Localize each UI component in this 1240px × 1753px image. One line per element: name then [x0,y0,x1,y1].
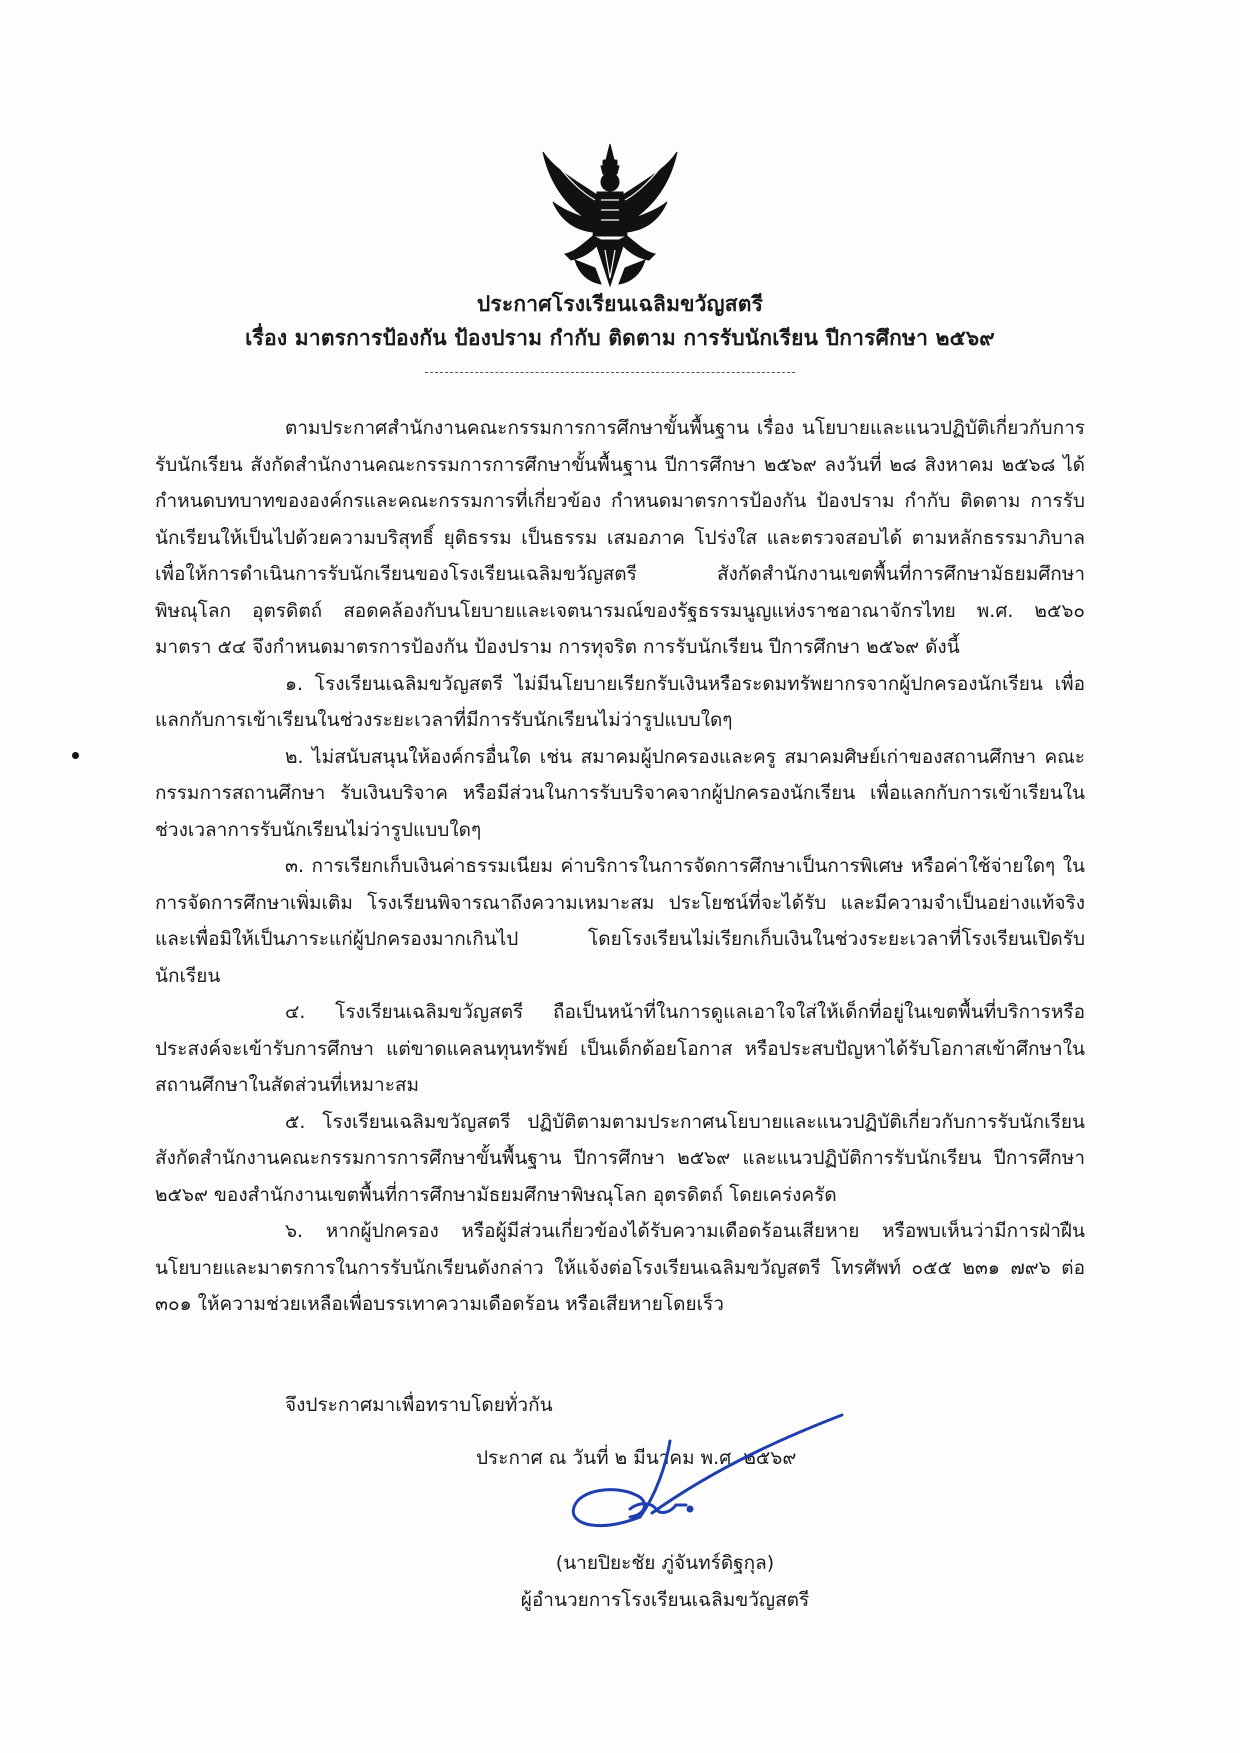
title-divider [425,372,795,373]
announcement-subject: เรื่อง มาตรการป้องกัน ป้องปราม กำกับ ติดตาม การรับนักเรียน ปีการศึกษา ๒๕๖๙ [245,326,995,350]
measure-item-4: ๔. โรงเรียนเฉลิมขวัญสตรี ถือเป็นหน้าที่ในการดูแลเอาใจใส่ให้เด็กที่อยู่ในเขตพื้นที่บริการหรือประสงค์จะเข้ารับการศึกษา แต่ขาดแคลนทุนทรัพย์ เป็นเด็กด้อยโอกาส หรือประสบปัญหาได้รับโอกาสเข้าศึกษาในสถานศึกษาในสัดส่วนที่เหมาะสม [155,1001,1085,1096]
signer-name: (นายปิยะชัย ภู่จันทร์ดิฐกุล) [555,1552,775,1574]
handwritten-signature [560,1405,860,1555]
announcement-body [155,410,1085,1323]
garuda-emblem-icon [535,140,685,290]
measure-item-1: ๑. โรงเรียนเฉลิมขวัญสตรี ไม่มีนโยบายเรียกรับเงินหรือระดมทรัพยากรจากผู้ปกครองนักเรียน เพื่อแลกกับการเข้าเรียนในช่วงระยะเวลาที่มีการรับนักเรียนไม่ว่ารูปแบบใดๆ [155,672,1085,731]
announcement-date: ประกาศ ณ วันที่ ๒ มีนาคม พ.ศ. ๒๕๖๙ [476,1447,797,1469]
measure-item-6: ๖. หากผู้ปกครอง หรือผู้มีส่วนเกี่ยวข้องได้รับความเดือดร้อนเสียหาย หรือพบเห็นว่ามีการฝ่าฝืน นโยบายและมาตรการในการรับนักเรียนดังกล่าว ให้แจ้งต่อโรงเรียนเฉลิมขวัญสตรี โทรศัพท์ ๐๕๕ ๒๓๑ ๗๙๖ ต่อ ๓๐๑ ให้ความช่วยเหลือเพื่อบรรเทาความเดือดร้อน หรือเสียหายโดยเร็ว [155,1220,1085,1315]
closing-statement: จึงประกาศมาเพื่อทราบโดยทั่วกัน [285,1394,553,1416]
measure-item-2: ๒. ไม่สนับสนุนให้องค์กรอื่นใด เช่น สมาคมผู้ปกครองและครู สมาคมศิษย์เก่าของสถานศึกษา คณะกรรมการสถานศึกษา รับเงินบริจาค หรือมีส่วนในการรับบริจาคจากผู้ปกครองนักเรียน เพื่อแลกกับการเข้าเรียนในช่วงเวลาการรับนักเรียนไม่ว่ารูปแบบใดๆ [155,745,1085,841]
measure-item-5: ๕. โรงเรียนเฉลิมขวัญสตรี ปฏิบัติตามตามประกาศนโยบายและแนวปฏิบัติเกี่ยวกับการรับนักเรียนสังกัดสำนักงานคณะกรรมการการศึกษาขั้นพื้นฐาน ปีการศึกษา ๒๕๖๙ และแนวปฏิบัติการรับนักเรียน ปีการศึกษา ๒๕๖๙ ของสำนักงานเขตพื้นที่การศึกษามัธยมศึกษาพิษณุโลก อุตรดิตถ์ โดยเคร่งครัด [155,1110,1085,1206]
measure-item-3: ๓. การเรียกเก็บเงินค่าธรรมเนียม ค่าบริการในการจัดการศึกษาเป็นการพิเศษ หรือค่าใช้จ่ายใดๆ ในการจัดการศึกษาเพิ่มเติม โรงเรียนพิจารณาถึงความเหมาะสม ประโยชน์ที่จะได้รับ และมีความจำเป็นอย่างแท้จริง และเพื่อมิให้เป็นภาระแก่ผู้ปกครองมากเกินไป โดยโรงเรียนไม่เรียกเก็บเงินในช่วงระยะเวลาที่โรงเรียนเปิดรับนักเรียน [155,855,1085,987]
intro-paragraph: ตามประกาศสำนักงานคณะกรรมการการศึกษาขั้นพื้นฐาน เรื่อง นโยบายและแนวปฏิบัติเกี่ยวกับการรับนักเรียน สังกัดสำนักงานคณะกรรมการการศึกษาขั้นพื้นฐาน ปีการศึกษา ๒๕๖๙ ลงวันที่ ๒๘ สิงหาคม ๒๕๖๘ ได้กำหนดบทบาทขององค์กรและคณะกรรมการที่เกี่ยวข้อง กำหนดมาตรการป้องกัน ป้องปราม กำกับ ติดตาม การรับนักเรียนให้เป็นไปด้วยความบริสุทธิ์ ยุติธรรม เป็นธรรม เสมอภาค โปร่งใส และตรวจสอบได้ ตามหลักธรรมาภิบาล เพื่อให้การดำเนินการรับนักเรียนของโรงเรียนเฉลิมขวัญสตรี สังกัดสำนักงานเขตพื้นที่การศึกษามัธยมศึกษาพิษณุโลก อุตรดิตถ์ สอดคล้องกับนโยบายและเจตนารมณ์ของรัฐธรรมนูญแห่งราชอาณาจักรไทย พ.ศ. ๒๕๖๐ มาตรา ๕๔ จึงกำหนดมาตรการป้องกัน ป้องปราม การทุจริต การรับนักเรียน ปีการศึกษา ๒๕๖๙ ดังนี้ [155,417,1085,658]
margin-mark [72,752,79,759]
signer-position: ผู้อำนวยการโรงเรียนเฉลิมขวัญสตรี [520,1589,810,1611]
announcement-title: ประกาศโรงเรียนเฉลิมขวัญสตรี [476,292,764,316]
